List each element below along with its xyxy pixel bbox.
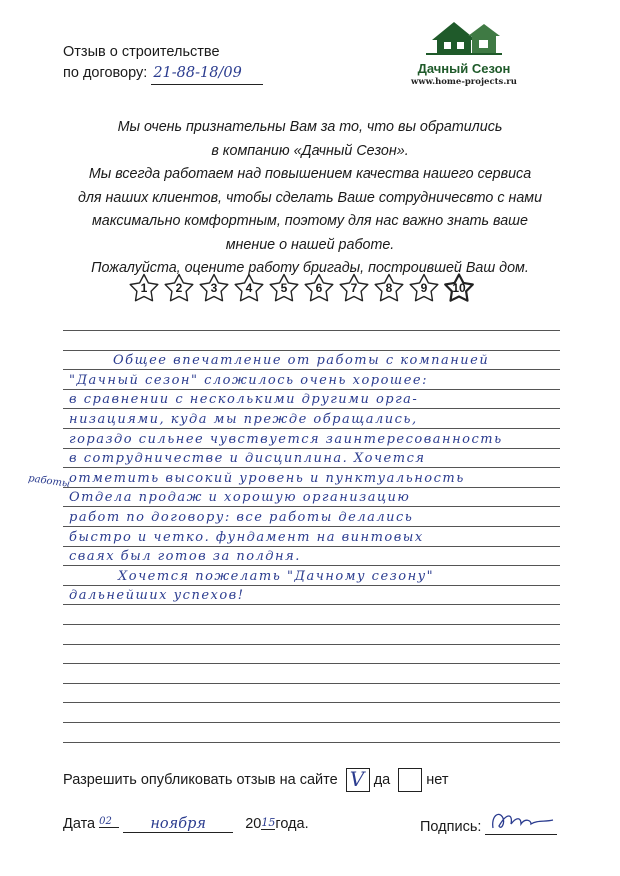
publish-no-checkbox[interactable] — [398, 768, 422, 792]
star-number: 5 — [280, 281, 288, 295]
rating-star-2[interactable] — [163, 272, 195, 304]
rating-star-4[interactable] — [233, 272, 265, 304]
intro-line: для наших клиентов, чтобы сделать Ваше сотрудничесвто с нами — [77, 189, 543, 206]
logo-url: www.home-projects.ru — [411, 77, 517, 87]
intro-line: Мы очень признательны Вам за то, что вы обратились — [117, 119, 503, 135]
handwritten-review-line: Хочется пожелать "Дачному сезону" — [118, 568, 435, 584]
ruled-line — [63, 506, 560, 507]
intro-line: максимально комфортным, поэтому для нас важно знать ваше — [92, 213, 528, 229]
date-day[interactable]: 02 — [99, 816, 119, 828]
handwritten-review-line: отметить высокий уровень и пунктуальность — [69, 470, 465, 486]
ruled-line — [63, 467, 560, 468]
ruled-line — [63, 428, 560, 429]
intro-line: Пожалуйста, оцените работу бригады, построившей Ваш дом. — [91, 260, 529, 276]
handwritten-review-line: "Дачный сезон" сложилось очень хорошее: — [69, 372, 429, 388]
rating-star-6[interactable] — [303, 272, 335, 304]
ruled-line — [63, 742, 560, 743]
review-header — [63, 42, 263, 85]
date-field — [63, 816, 309, 833]
ruled-line — [63, 565, 560, 566]
handwritten-review-line: в сотрудничестве и дисциплина. Хочется — [69, 451, 426, 467]
company-logo — [405, 18, 523, 87]
handwritten-review-line: в сравнении с несколькими другими орга- — [69, 392, 419, 408]
intro-line: Мы всегда работаем над повышением качества нашего сервиса — [88, 166, 532, 182]
ruled-line — [63, 663, 560, 664]
ruled-line — [63, 624, 560, 625]
ruled-line — [63, 448, 560, 449]
margin-note: работы — [27, 473, 71, 490]
intro-line: мнение о нашей работе. — [225, 236, 395, 253]
signature-label: Подпись: — [420, 819, 482, 835]
star-number: 7 — [350, 281, 358, 295]
ruled-line — [63, 644, 560, 645]
star-number: 10 — [452, 281, 466, 295]
handwritten-review-line: Общее впечатление от работы с компанией — [113, 353, 490, 369]
rating-star-8[interactable] — [373, 272, 405, 304]
contract-label: по договору: — [63, 65, 148, 81]
rating-star-5[interactable] — [268, 272, 300, 304]
star-number: 1 — [140, 281, 148, 295]
year-suffix[interactable]: 15 — [261, 816, 276, 829]
publish-permission — [63, 768, 448, 792]
check-mark: V — [349, 767, 365, 791]
handwritten-review-line: низациями, куда мы прежде обращались, — [69, 412, 418, 427]
rating-star-10[interactable] — [443, 272, 475, 304]
contract-row — [63, 63, 263, 85]
intro-line: в компанию «Дачный Сезон». — [211, 142, 409, 159]
rating-star-7[interactable] — [338, 272, 370, 304]
year-label: года. — [275, 816, 309, 832]
star-number: 3 — [210, 281, 218, 295]
date-month[interactable]: ноября — [123, 816, 233, 833]
ruled-line — [63, 604, 560, 605]
rating-star-1[interactable] — [128, 272, 160, 304]
ruled-line — [63, 408, 560, 409]
signature-line[interactable] — [485, 816, 557, 835]
ruled-line — [63, 389, 560, 390]
ruled-line — [63, 702, 560, 703]
star-number: 8 — [385, 281, 393, 295]
rating-star-3[interactable] — [198, 272, 230, 304]
ruled-line — [63, 330, 560, 331]
publish-yes-label: да — [373, 772, 391, 788]
star-number: 2 — [175, 281, 183, 295]
house-logo-icon — [424, 18, 504, 56]
publish-no-label: нет — [426, 772, 449, 788]
star-number: 4 — [245, 281, 253, 295]
handwritten-review-line: быстро и четко. фундамент на винтовых — [69, 529, 424, 545]
handwritten-review-line: Отдела продаж и хорошую организацию — [69, 490, 411, 506]
ruled-line — [63, 683, 560, 684]
ruled-line — [63, 585, 560, 586]
star-number: 9 — [420, 281, 428, 295]
rating-star-9[interactable] — [408, 272, 440, 304]
ruled-line — [63, 526, 560, 527]
intro-text — [60, 116, 560, 281]
publish-yes-checkbox[interactable] — [346, 768, 370, 792]
header-title: Отзыв о строительстве — [63, 44, 220, 60]
signature-scribble-icon — [487, 808, 557, 832]
ruled-line — [63, 722, 560, 723]
ruled-line — [63, 350, 560, 351]
rating-stars — [128, 272, 475, 304]
ruled-line — [63, 546, 560, 547]
star-number: 6 — [315, 281, 323, 295]
handwritten-review-line: гораздо сильнее чувствуется заинтересованность — [69, 431, 503, 447]
handwritten-review-line: сваях был готов за полдня. — [69, 549, 301, 565]
handwritten-review-line: дальнейших успехов! — [69, 588, 245, 604]
publish-label: Разрешить опубликовать отзыв на сайте — [63, 772, 338, 788]
year-prefix: 20 — [245, 816, 262, 832]
logo-name: Дачный Сезон — [417, 61, 511, 76]
ruled-line — [63, 487, 560, 488]
date-label: Дата — [63, 816, 96, 832]
handwritten-review-line: работ по договору: все работы делались — [69, 510, 414, 525]
signature-field — [420, 816, 557, 835]
contract-number[interactable]: 21-88-18/09 — [151, 63, 263, 85]
ruled-line — [63, 369, 560, 370]
